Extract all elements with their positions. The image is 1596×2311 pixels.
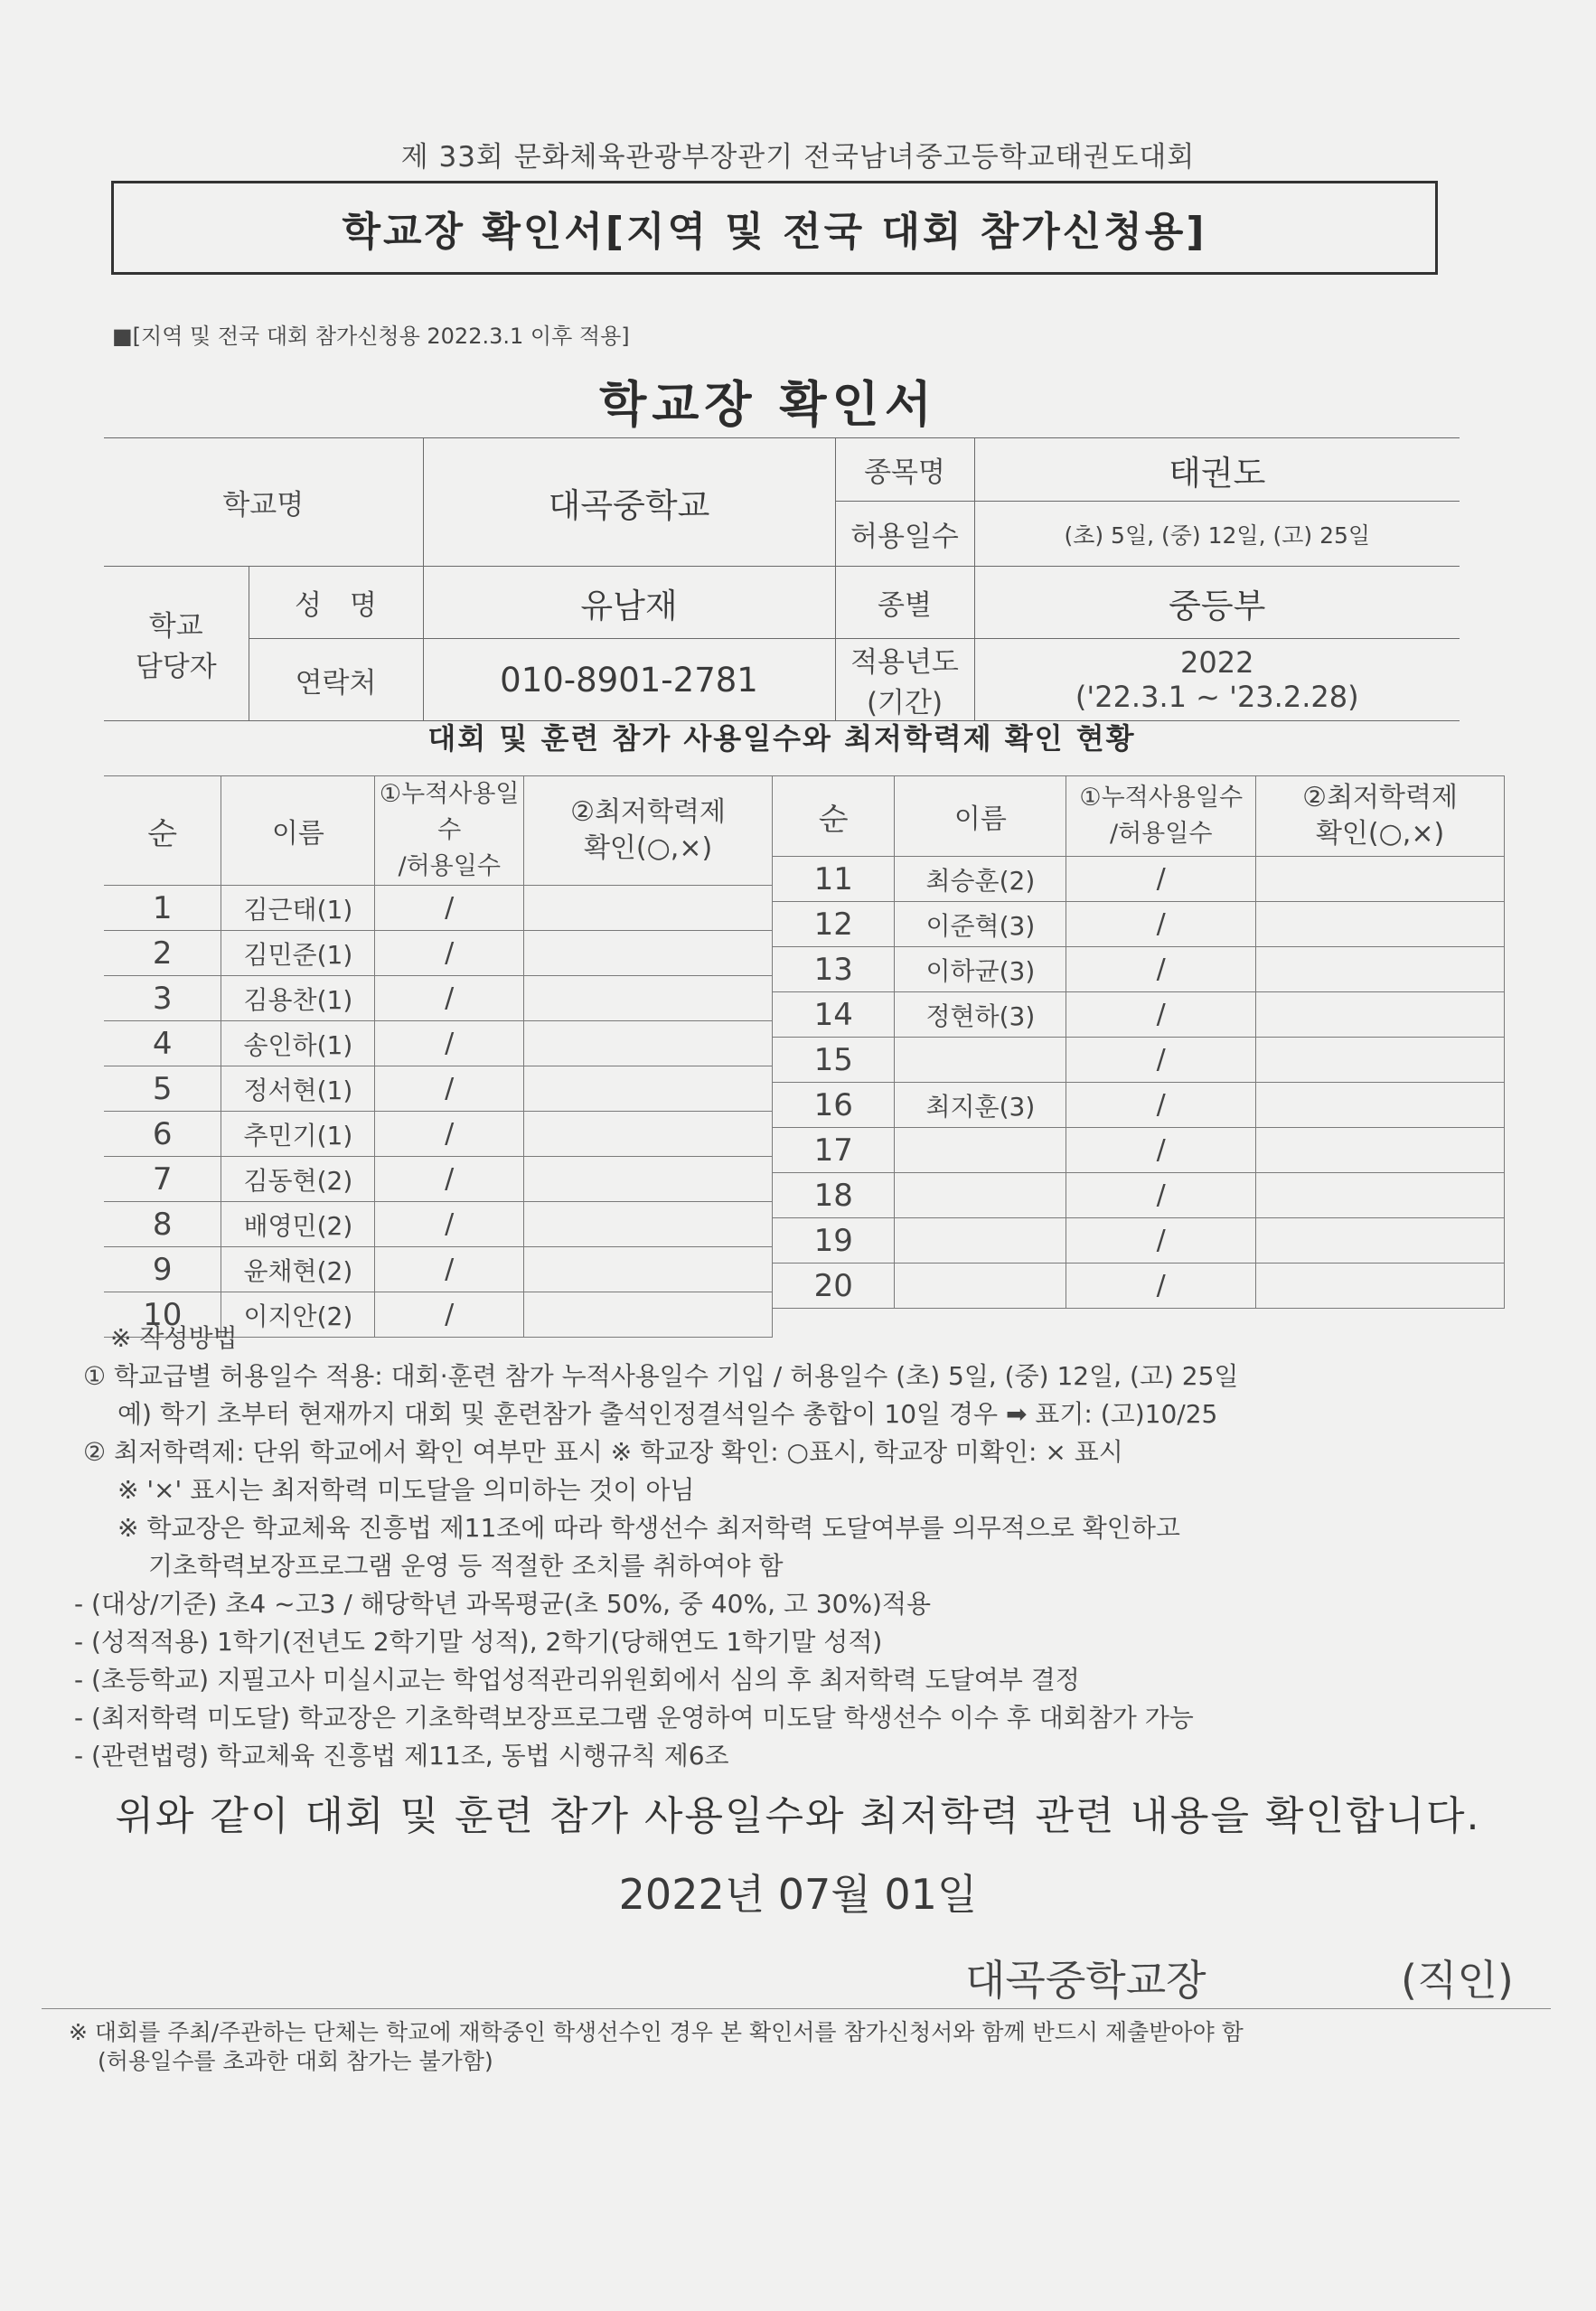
applicable-year-value: 2022 ('22.3.1 ~ '23.2.28) — [974, 639, 1460, 721]
academic-check — [1256, 1083, 1505, 1128]
col-order: 순 — [773, 776, 895, 857]
col-academic: ②최저학력제 확인(○,×) — [1256, 776, 1505, 857]
row-number: 8 — [104, 1202, 221, 1247]
col-name: 이름 — [221, 776, 375, 886]
table-row — [104, 1157, 773, 1202]
student-name — [895, 1038, 1066, 1083]
manager-name-value: 유남재 — [423, 567, 835, 639]
days-used: / — [375, 1066, 524, 1112]
student-name — [895, 1173, 1066, 1218]
issue-date: 2022년 07월 01일 — [618, 1870, 978, 1919]
table-row — [104, 976, 773, 1021]
row-number: 18 — [773, 1173, 895, 1218]
academic-check — [524, 976, 773, 1021]
student-name: 김근태(1) — [221, 886, 375, 931]
days-used: / — [1066, 857, 1256, 902]
student-name: 정현하(3) — [895, 992, 1066, 1038]
table-row — [773, 857, 1505, 902]
guide-line: - (대상/기준) 초4 ~고3 / 해당학년 과목평균(초 50%, 중 40%, 고 30%)적용 — [74, 1589, 932, 1619]
student-name — [895, 1128, 1066, 1173]
row-number: 6 — [104, 1112, 221, 1157]
days-used: / — [375, 886, 524, 931]
table-row — [773, 902, 1505, 947]
student-table-right — [773, 775, 1505, 1309]
applicability-note: ■[지역 및 전국 대회 참가신청용 2022.3.1 이후 적용] — [112, 324, 630, 349]
days-used: / — [375, 1202, 524, 1247]
row-number: 10 — [104, 1292, 221, 1338]
days-used: / — [375, 976, 524, 1021]
table-row — [773, 992, 1505, 1038]
days-used: / — [375, 1292, 524, 1338]
contact-value: 010-8901-2781 — [423, 639, 835, 721]
academic-check — [524, 1066, 773, 1112]
table-row — [773, 947, 1505, 992]
confirmation-statement: 위와 같이 대회 및 훈련 참가 사용일수와 최저학력 관련 내용을 확인합니다. — [115, 1793, 1481, 1839]
event-type-value: 태권도 — [974, 438, 1460, 502]
academic-check — [524, 1202, 773, 1247]
allowed-days-value: (초) 5일, (중) 12일, (고) 25일 — [974, 502, 1460, 567]
guide-line: 기초학력보장프로그램 운영 등 적절한 조치를 취하여야 함 — [148, 1551, 784, 1581]
col-academic: ②최저학력제 확인(○,×) — [524, 776, 773, 886]
days-used: / — [375, 1247, 524, 1292]
days-used: / — [1066, 902, 1256, 947]
table-row — [104, 1247, 773, 1292]
row-number: 11 — [773, 857, 895, 902]
student-name: 배영민(2) — [221, 1202, 375, 1247]
table-row — [104, 1021, 773, 1066]
row-number: 2 — [104, 931, 221, 976]
academic-check — [1256, 1038, 1505, 1083]
school-info-table — [104, 437, 1460, 721]
days-used: / — [375, 931, 524, 976]
academic-check — [524, 886, 773, 931]
table-row — [773, 1128, 1505, 1173]
days-used: / — [1066, 1218, 1256, 1264]
table-row — [773, 1218, 1505, 1264]
principal-title: 대곡중학교장 — [965, 1956, 1206, 2005]
division-value: 중등부 — [974, 567, 1460, 639]
row-number: 13 — [773, 947, 895, 992]
footer-divider — [42, 2008, 1551, 2009]
row-number: 16 — [773, 1083, 895, 1128]
col-days: ①누적사용일수 /허용일수 — [375, 776, 524, 886]
student-name: 이준혁(3) — [895, 902, 1066, 947]
table-row — [104, 1202, 773, 1247]
guide-line: - (최저학력 미도달) 학교장은 기초학력보장프로그램 운영하여 미도달 학생선수 이수 후 대회참가 가능 — [74, 1703, 1194, 1733]
row-number: 9 — [104, 1247, 221, 1292]
guide-line: ① 학교급별 허용일수 적용: 대회·훈련 참가 누적사용일수 기입 / 허용일수 (초) 5일, (중) 12일, (고) 25일 — [83, 1361, 1239, 1391]
guide-line: ② 최저학력제: 단위 학교에서 확인 여부만 표시 ※ 학교장 확인: ○표시, 학교장 미확인: × 표시 — [83, 1437, 1123, 1467]
guide-line: - (성적적용) 1학기(전년도 2학기말 성적), 2학기(당해연도 1학기말 성적) — [74, 1627, 883, 1657]
days-used: / — [375, 1112, 524, 1157]
table-row — [773, 1083, 1505, 1128]
guide-line: ※ 학교장은 학교체육 진흥법 제11조에 따라 학생선수 최저학력 도달여부를 의무적으로 확인하고 — [117, 1513, 1180, 1543]
school-manager-label: 학교 담당자 — [104, 567, 249, 721]
row-number: 14 — [773, 992, 895, 1038]
student-name: 이하균(3) — [895, 947, 1066, 992]
table-row — [773, 1173, 1505, 1218]
academic-check — [1256, 1128, 1505, 1173]
event-type-label: 종목명 — [835, 438, 974, 502]
guide-line: - (관련법령) 학교체육 진흥법 제11조, 동법 시행규칙 제6조 — [74, 1741, 729, 1771]
guide-line: - (초등학교) 지필고사 미실시교는 학업성적관리위원회에서 심의 후 최저학력 도달여부 결정 — [74, 1665, 1080, 1695]
student-name: 김동현(2) — [221, 1157, 375, 1202]
row-number: 15 — [773, 1038, 895, 1083]
student-name: 윤채현(2) — [221, 1247, 375, 1292]
form-title: 학교장 확인서 — [599, 376, 937, 433]
student-name: 송인하(1) — [221, 1021, 375, 1066]
col-order: 순 — [104, 776, 221, 886]
academic-check — [1256, 1218, 1505, 1264]
days-used: / — [375, 1021, 524, 1066]
table-row — [773, 1038, 1505, 1083]
row-number: 12 — [773, 902, 895, 947]
table-row — [104, 886, 773, 931]
row-number: 17 — [773, 1128, 895, 1173]
table-row — [104, 1112, 773, 1157]
event-title: 제 33회 문화체육관광부장관기 전국남녀중고등학교태권도대회 — [400, 141, 1196, 174]
academic-check — [524, 1021, 773, 1066]
division-label: 종별 — [835, 567, 974, 639]
table-row — [773, 1264, 1505, 1309]
days-used: / — [1066, 1128, 1256, 1173]
student-name: 최승훈(2) — [895, 857, 1066, 902]
days-used: / — [1066, 1083, 1256, 1128]
academic-check — [1256, 1264, 1505, 1309]
academic-check — [1256, 902, 1505, 947]
row-number: 4 — [104, 1021, 221, 1066]
guide-line: ※ '×' 표시는 최저학력 미도달을 의미하는 것이 아님 — [117, 1475, 695, 1505]
days-used: / — [1066, 992, 1256, 1038]
student-name — [895, 1264, 1066, 1309]
footer-note: ※ 대회를 주최/주관하는 단체는 학교에 재학중인 학생선수인 경우 본 확인서를 참가신청서와 함께 반드시 제출받아야 함 (허용일수를 초과한 대회 참가는 불가함) — [69, 2019, 1244, 2074]
row-number: 20 — [773, 1264, 895, 1309]
col-days: ①누적사용일수 /허용일수 — [1066, 776, 1256, 857]
row-number: 19 — [773, 1218, 895, 1264]
writing-guide — [74, 1320, 1529, 1775]
row-number: 7 — [104, 1157, 221, 1202]
seal-mark: (직인) — [1401, 1956, 1514, 2005]
school-name-value: 대곡중학교 — [423, 438, 835, 567]
manager-name-label: 성 명 — [249, 567, 423, 639]
academic-check — [524, 931, 773, 976]
school-name-label: 학교명 — [104, 438, 423, 567]
academic-check — [524, 1112, 773, 1157]
contact-label: 연락처 — [249, 639, 423, 721]
student-name: 추민기(1) — [221, 1112, 375, 1157]
table-row — [104, 931, 773, 976]
academic-check — [1256, 857, 1505, 902]
student-name: 정서현(1) — [221, 1066, 375, 1112]
row-number: 3 — [104, 976, 221, 1021]
days-used: / — [375, 1157, 524, 1202]
document-title: 학교장 확인서[지역 및 전국 대회 참가신청용] — [342, 209, 1207, 255]
academic-check — [1256, 992, 1505, 1038]
days-used: / — [1066, 1173, 1256, 1218]
student-name — [895, 1218, 1066, 1264]
student-name: 최지훈(3) — [895, 1083, 1066, 1128]
table-row — [104, 1066, 773, 1112]
days-used: / — [1066, 947, 1256, 992]
student-name: 이지안(2) — [221, 1292, 375, 1338]
guide-line: ※ 작성방법 — [110, 1323, 238, 1353]
row-number: 1 — [104, 886, 221, 931]
student-name: 김용찬(1) — [221, 976, 375, 1021]
academic-check — [524, 1247, 773, 1292]
days-used: / — [1066, 1038, 1256, 1083]
guide-line: 예) 학기 초부터 현재까지 대회 및 훈련참가 출석인정결석일수 총합이 10일 경우 ➡ 표기: (고)10/25 — [117, 1399, 1218, 1429]
status-heading: 대회 및 훈련 참가 사용일수와 최저학력제 확인 현황 — [427, 721, 1136, 756]
col-name: 이름 — [895, 776, 1066, 857]
days-used: / — [1066, 1264, 1256, 1309]
student-table-left — [104, 775, 773, 1338]
applicable-year-label: 적용년도 (기간) — [835, 639, 974, 721]
row-number: 5 — [104, 1066, 221, 1112]
document-title-box — [111, 181, 1438, 275]
student-name: 김민준(1) — [221, 931, 375, 976]
academic-check — [1256, 1173, 1505, 1218]
allowed-days-label: 허용일수 — [835, 502, 974, 567]
academic-check — [524, 1157, 773, 1202]
academic-check — [1256, 947, 1505, 992]
